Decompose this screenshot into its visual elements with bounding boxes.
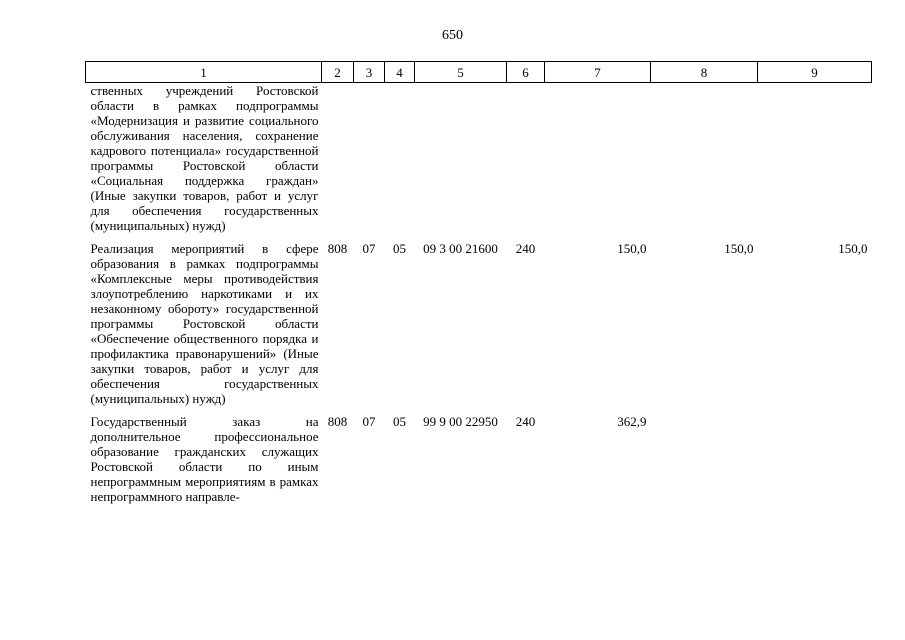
row-col-6: 240 bbox=[515, 414, 536, 429]
row-col-9 bbox=[758, 83, 872, 238]
budget-table bbox=[85, 61, 872, 504]
row-col-7: 150,0 bbox=[617, 241, 647, 256]
row-col-7: 362,9 bbox=[617, 414, 647, 429]
header-col-9: 9 bbox=[758, 62, 872, 83]
row-col-4: 05 bbox=[393, 414, 406, 429]
table-row bbox=[86, 237, 872, 410]
table-body bbox=[86, 83, 872, 505]
table-row bbox=[86, 83, 872, 238]
row-col-2 bbox=[322, 83, 354, 238]
row-col-6: 240 bbox=[515, 241, 536, 256]
row-description: Реализация мероприятий в сфере образования в рамках подпрограммы «Комплексные меры противодействия злоупотреблению наркотиками и их незаконному обороту» государственной программы Ростовской области «Обеспечение общественного порядка и профилактика правонарушений» (Иные закупки товаров, работ и услуг для обеспечения государственных (муниципальных) нужд) bbox=[90, 241, 319, 406]
row-col-6 bbox=[507, 83, 545, 238]
row-description: Государственный заказ на дополнительное профессиональное образование гражданских служащих Ростовской области по иным непрограммным мероприятиям в рамках непрограммного направле- bbox=[90, 414, 319, 504]
row-col-4 bbox=[385, 83, 415, 238]
row-col-9 bbox=[758, 410, 872, 504]
row-col-2: 808 bbox=[327, 414, 348, 429]
table-row bbox=[86, 410, 872, 504]
row-col-8 bbox=[651, 83, 758, 238]
header-col-2: 2 bbox=[322, 62, 354, 83]
header-col-1: 1 bbox=[86, 62, 322, 83]
header-col-4: 4 bbox=[385, 62, 415, 83]
row-col-3: 07 bbox=[362, 414, 376, 429]
row-col-9: 150,0 bbox=[838, 241, 868, 256]
row-col-3: 07 bbox=[362, 241, 376, 256]
header-col-5: 5 bbox=[415, 62, 507, 83]
row-col-5 bbox=[415, 83, 507, 238]
row-col-8 bbox=[651, 410, 758, 504]
header-col-7: 7 bbox=[545, 62, 651, 83]
row-col-4: 05 bbox=[393, 241, 406, 256]
row-col-3 bbox=[354, 83, 385, 238]
row-col-7 bbox=[545, 83, 651, 238]
header-col-3: 3 bbox=[354, 62, 385, 83]
row-col-5: 99 9 00 22950 bbox=[423, 414, 498, 429]
header-row bbox=[86, 62, 872, 83]
row-description: ственных учреждений Ростовской области в рамках подпрограммы «Модернизация и развитие социального обслуживания населения, сохранение кадрового потенциала» государственной программы Ростовской области «Социальная поддержка граждан» (Иные закупки товаров, работ и услуг для обеспечения государственных (муниципальных) нужд) bbox=[90, 83, 319, 233]
row-col-5: 09 3 00 21600 bbox=[423, 241, 498, 256]
row-col-2: 808 bbox=[327, 241, 348, 256]
row-col-8: 150,0 bbox=[724, 241, 754, 256]
header-col-8: 8 bbox=[651, 62, 758, 83]
header-col-6: 6 bbox=[507, 62, 545, 83]
table-header bbox=[86, 62, 872, 83]
page-number: 650 bbox=[442, 28, 463, 43]
